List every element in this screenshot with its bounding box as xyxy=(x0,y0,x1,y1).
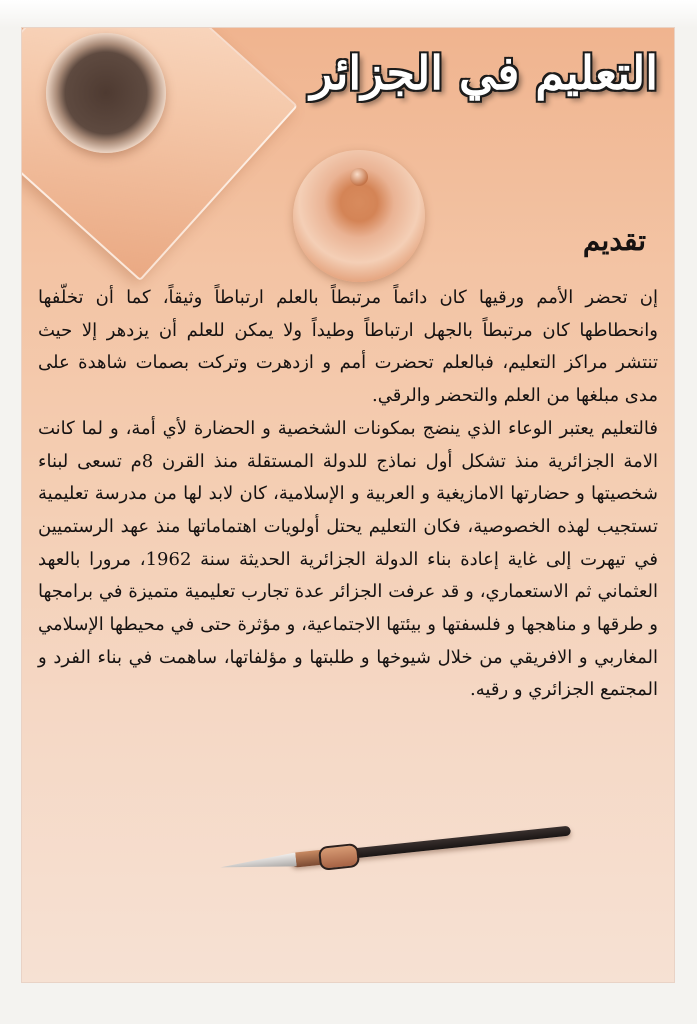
paragraph: إن تحضر الأمم ورقيها كان دائماً مرتبطاً بالعلم ارتباطاً وثيقاً، كما أن تخلّفها وانحطاطها كان مرتبطاً بالجهل ارتباطاً وطيداً ولا يمكن للعلم أن يزدهر إلا حيث تنتشر مراكز التعليم، فبالعلم تحضرت أمم و ازدهرت وتركت بصمات شاهدة على مدى مبلغها من العلم والتحضر والرقي. xyxy=(38,287,658,407)
pen-shaft xyxy=(348,826,571,859)
paragraph: فالتعليم يعتبر الوعاء الذي ينضج بمكونات الشخصية و الحضارة لأي أمة، و لما كانت الامة الجزائرية منذ تشكل أول نماذج للدولة المستقلة منذ القرن 8م تسعى لبناء شخصيتها و حضارتها الامازيغية و العربية و الإسلامية، كان لابد لها من مدرسة تعليمية تستجيب لهذه الخصوصية، فكان التعليم يحتل أولويات اهتماماتها منذ عهد الرستميين في تيهرت إلى غاية إعادة بناء الدولة الجزائرية الحديثة سنة 1962، مرورا بالعهد العثماني ثم الاستعماري، و قد عرفت الجزائر عدة تجارب تعليمية متميزة في برامجها و طرقها و مناهجها و فلسفتها و بيئتها الاجتماعية، و مؤثرة حتى في محيطها الإسلامي المغاربي و الافريقي من خلال شيوخها و طلبتها و مؤلفاتها، ساهمت في بناء الفرد و المجتمع الجزائري و رقيه. xyxy=(38,417,658,701)
pen-nib xyxy=(220,852,297,874)
scan-top-edge xyxy=(0,0,697,28)
body-text xyxy=(38,282,658,707)
inkwell-icon xyxy=(46,33,166,153)
bell-handle-icon xyxy=(350,168,368,186)
document-page xyxy=(22,28,674,982)
fountain-pen-icon xyxy=(203,811,576,895)
page-title: التعليم في الجزائر xyxy=(310,46,658,100)
section-heading: تقديم xyxy=(582,224,646,257)
pen-ornament xyxy=(318,843,360,871)
